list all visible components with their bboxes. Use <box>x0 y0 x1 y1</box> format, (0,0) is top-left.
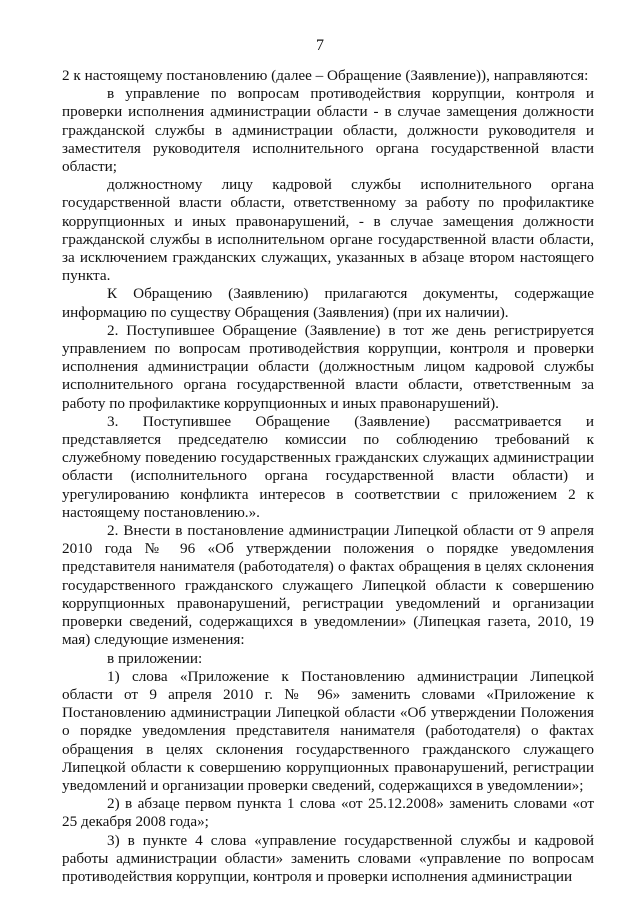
page-number: 7 <box>316 37 324 54</box>
paragraph-continuation: 2 к настоящему постановлению (далее – Обращение (Заявление)), направляются: <box>62 67 589 84</box>
paragraph: 3. Поступившее Обращение (Заявление) рассматривается и представляется председателю комиссии по соблюдению требований к служебному поведению государственных гражданских служащих администрации области (исполнительного органа государственной власти области) и урегулированию конфликта интересов в соответствии с приложением 2 к настоящему постановлению.». <box>62 412 594 521</box>
document-body <box>62 67 594 886</box>
paragraph: 2. Поступившее Обращение (Заявление) в тот же день регистрируется управлением по вопросам противодействия коррупции, контроля и проверки исполнения администрации области (должностным лицом кадровой службы исполнительного органа государственной власти области, ответственным за работу по профилактике коррупционных и иных правонарушений). <box>62 321 594 412</box>
paragraph: должностному лицу кадровой службы исполнительного органа государственной власти области, ответственному за работу по профилактике коррупционных и иных правонарушений, - в случае замещения должности гражданской службы в исполнительном органе государственной власти области, за исключением гражданских служащих, указанных в абзаце втором настоящего пункта. <box>62 176 594 285</box>
paragraph: 3) в пункте 4 слова «управление государственной службы и кадровой работы администрации области» заменить словами «управление по вопросам противодействия коррупции, контроля и проверки исполнения администрации <box>62 831 594 885</box>
paragraph: в приложении: <box>107 649 203 667</box>
paragraph: в управление по вопросам противодействия коррупции, контроля и проверки исполнения администрации области - в случае замещения должности гражданской службы в администрации области, должности руководителя и заместителя руководителя исполнительного органа государственной власти области; <box>62 85 594 176</box>
paragraph: 2. Внести в постановление администрации Липецкой области от 9 апреля 2010 года № 96 «Об утверждении положения о порядке уведомления представителя нанимателя (работодателя) о фактах обращения в целях склонения государственного гражданского служащего Липецкой области к совершению коррупционных правонарушений, регистрации уведомлений и организации проверки сведений, содержащихся в уведомлении» (Липецкая газета, 2010, 19 мая) следующие изменения: <box>62 522 594 649</box>
paragraph: 2) в абзаце первом пункта 1 слова «от 25.12.2008» заменить словами «от 25 декабря 2008 года»; <box>62 795 594 831</box>
paragraph: 1) слова «Приложение к Постановлению администрации Липецкой области от 9 апреля 2010 г. № 96» заменить словами «Приложение к Постановлению администрации Липецкой области «Об утверждении Положения о порядке уведомления представителя нанимателя (работодателя) о фактах обращения в целях склонения государственного гражданского служащего Липецкой области к совершению коррупционных правонарушений, регистрации уведомлений и организации проверки сведений, содержащихся в уведомлении»; <box>62 667 594 794</box>
paragraph: К Обращению (Заявлению) прилагаются документы, содержащие информацию по существу Обращения (Заявления) (при их наличии). <box>62 285 594 321</box>
